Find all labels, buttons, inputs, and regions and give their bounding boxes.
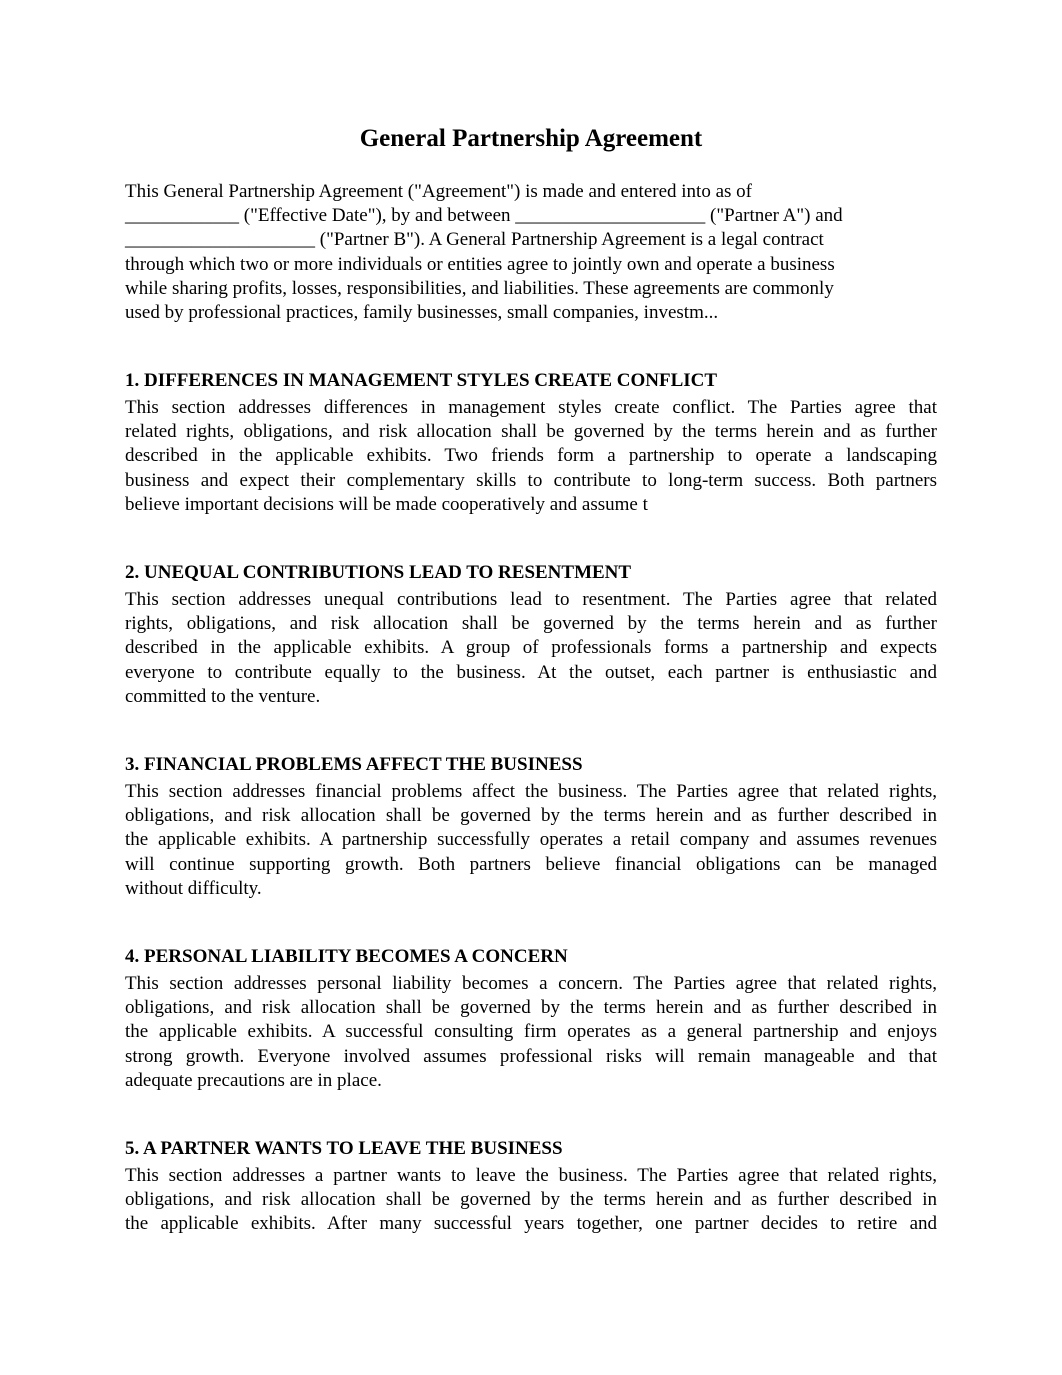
intro-line: ____________________ ("Partner B"). A General Partnership Agreement is a legal contract — [125, 229, 824, 251]
section-line: will continue supporting growth. Both partners believe financial obligations can be managed — [125, 853, 937, 875]
section-line: This section addresses unequal contributions lead to resentment. The Parties agree that related — [125, 589, 937, 610]
section-line: rights, obligations, and risk allocation shall be governed by the terms herein and as further — [125, 613, 937, 635]
section-body — [125, 972, 937, 1093]
section-line: obligations, and risk allocation shall be governed by the terms herein and as further described in — [125, 805, 937, 827]
section-line: everyone to contribute equally to the business. At the outset, each partner is enthusiastic and — [125, 661, 937, 683]
section-line: described in the applicable exhibits. A group of professionals forms a partnership and expects — [125, 637, 937, 659]
section-line: This section addresses personal liability becomes a concern. The Parties agree that related rights, — [125, 973, 937, 994]
section-heading: 3. FINANCIAL PROBLEMS AFFECT THE BUSINESS — [125, 754, 583, 775]
section-line: described in the applicable exhibits. Two friends form a partnership to operate a landscaping — [125, 445, 937, 467]
section-body — [125, 1164, 937, 1237]
intro-line: through which two or more individuals or entities agree to jointly own and operate a business — [125, 253, 835, 275]
section-4 — [125, 945, 937, 1093]
section-line: the applicable exhibits. A partnership successfully operates a retail company and assumes revenues — [125, 829, 937, 851]
section-line: the applicable exhibits. A successful consulting firm operates as a general partnership and enjoys — [125, 1021, 937, 1043]
section-line: business and expect their complementary skills to contribute to long-term success. Both partners — [125, 469, 937, 491]
section-heading: 2. UNEQUAL CONTRIBUTIONS LEAD TO RESENTMENT — [125, 562, 632, 583]
section-1 — [125, 369, 937, 517]
section-line: related rights, obligations, and risk allocation shall be governed by the terms herein and as further — [125, 421, 937, 443]
section-body — [125, 780, 937, 901]
section-line: strong growth. Everyone involved assumes professional risks will remain manageable and that — [125, 1045, 937, 1067]
section-2 — [125, 561, 937, 709]
section-line: obligations, and risk allocation shall be governed by the terms herein and as further described in — [125, 1189, 937, 1211]
section-heading: 1. DIFFERENCES IN MANAGEMENT STYLES CREATE CONFLICT — [125, 370, 718, 391]
intro-line: used by professional practices, family businesses, small companies, investm... — [125, 302, 719, 324]
intro-paragraph — [125, 180, 915, 325]
section-3 — [125, 753, 937, 901]
section-heading: 4. PERSONAL LIABILITY BECOMES A CONCERN — [125, 946, 568, 967]
section-line: This section addresses a partner wants to leave the business. The Parties agree that related rights, — [125, 1165, 937, 1186]
section-line: adequate precautions are in place. — [125, 1069, 382, 1091]
document-title: General Partnership Agreement — [359, 125, 703, 152]
section-body — [125, 588, 937, 709]
section-line: believe important decisions will be made cooperatively and assume t — [125, 493, 648, 515]
section-line: obligations, and risk allocation shall be governed by the terms herein and as further described in — [125, 997, 937, 1019]
section-5 — [125, 1137, 937, 1237]
intro-line: ____________ ("Effective Date"), by and between ____________________ ("Partner A") and — [125, 205, 843, 227]
section-line: committed to the venture. — [125, 685, 321, 707]
section-body — [125, 396, 937, 517]
intro-line: This General Partnership Agreement ("Agreement") is made and entered into as of — [125, 181, 752, 202]
section-heading: 5. A PARTNER WANTS TO LEAVE THE BUSINESS — [125, 1138, 563, 1159]
intro-line: while sharing profits, losses, responsibilities, and liabilities. These agreements are commonly — [125, 277, 834, 299]
section-line: without difficulty. — [125, 877, 262, 899]
section-line: This section addresses financial problems affect the business. The Parties agree that related rights, — [125, 781, 937, 802]
section-line: This section addresses differences in management styles create conflict. The Parties agree that — [125, 397, 937, 418]
section-line: the applicable exhibits. After many successful years together, one partner decides to retire and — [125, 1213, 937, 1235]
